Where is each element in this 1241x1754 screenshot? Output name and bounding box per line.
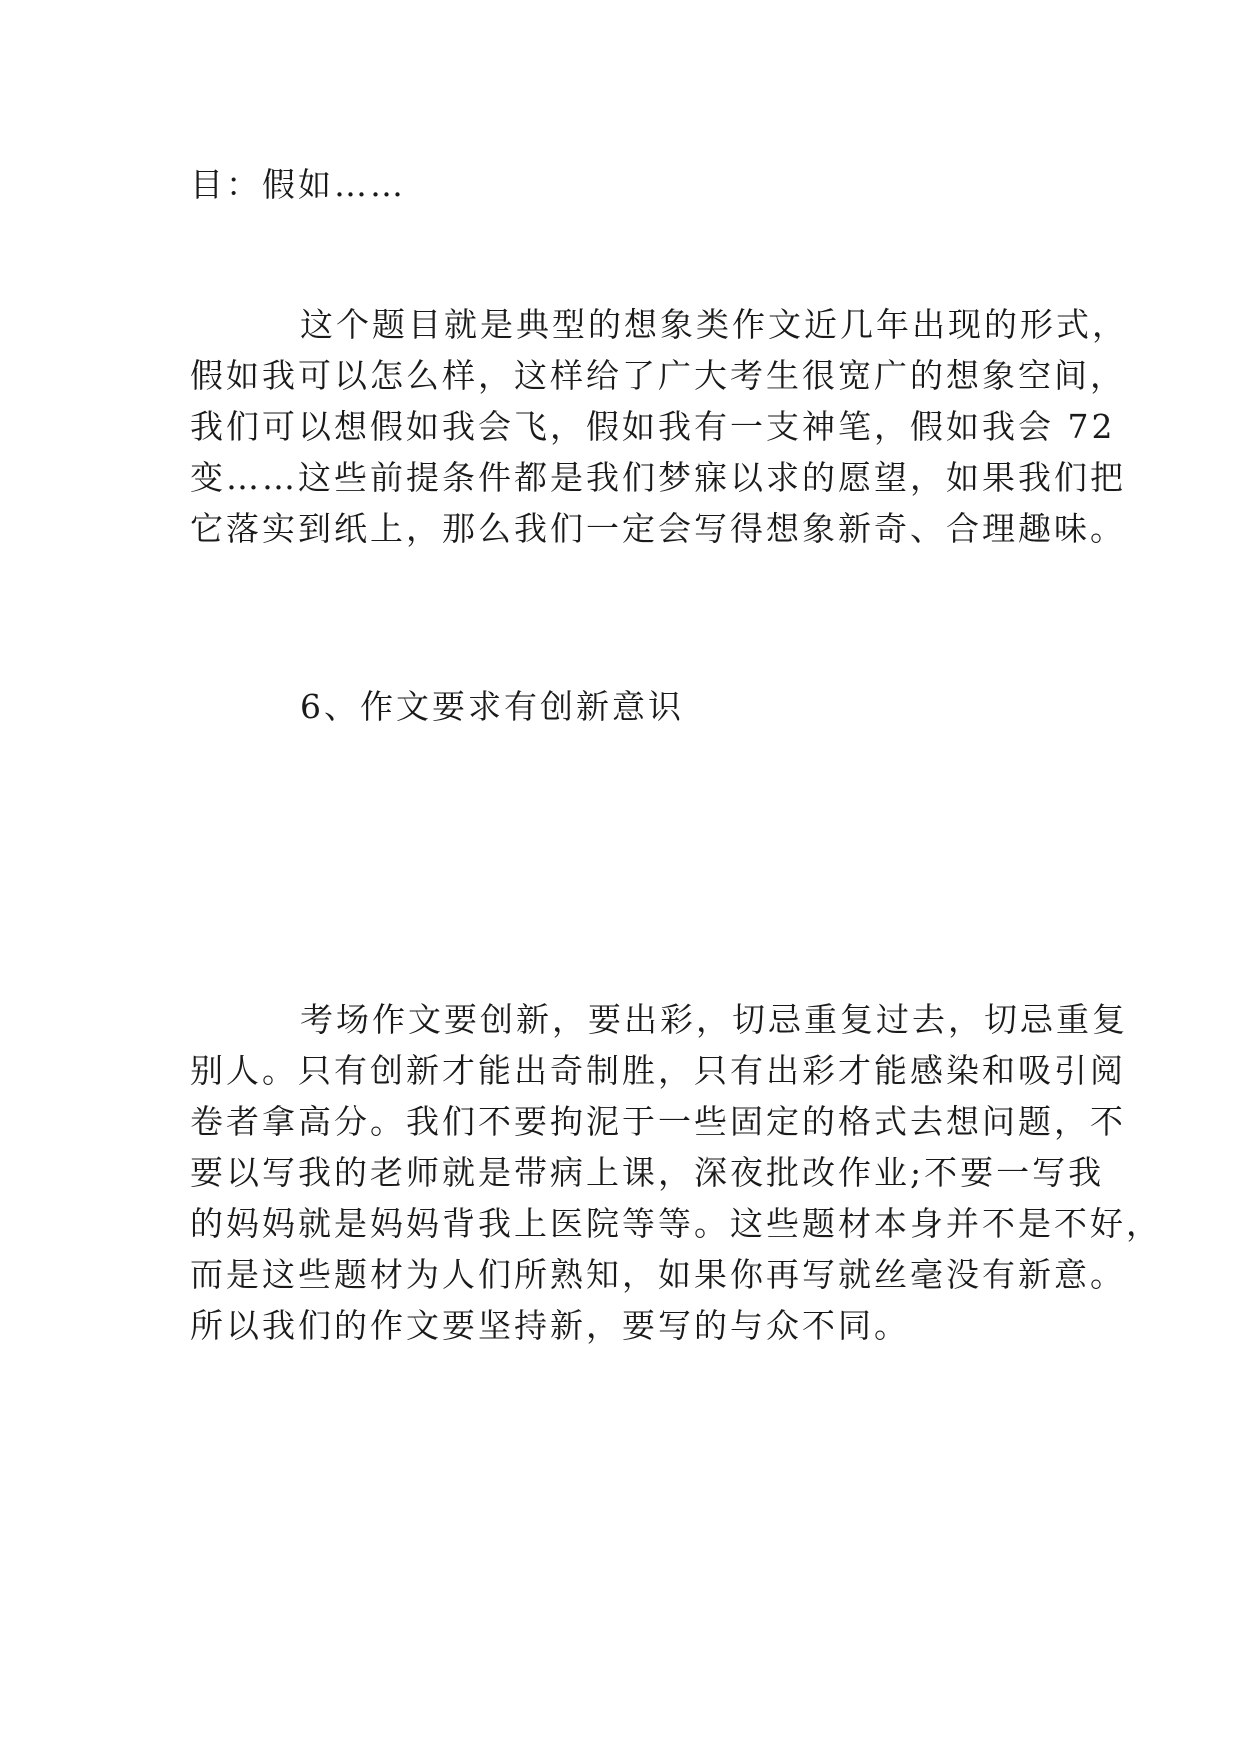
paragraph-line: 卷者拿高分。我们不要拘泥于一些固定的格式去想问题，不 <box>190 1102 1126 1141</box>
paragraph-line: 假如我可以怎么样，这样给了广大考生很宽广的想象空间， <box>190 356 1126 395</box>
paragraph-line: 它落实到纸上，那么我们一定会写得想象新奇、合理趣味。 <box>190 509 1126 548</box>
paragraph-line: 而是这些题材为人们所熟知，如果你再写就丝毫没有新意。 <box>190 1255 1126 1294</box>
paragraph-line: 要以写我的老师就是带病上课，深夜批改作业;不要一写我 <box>190 1153 1105 1192</box>
paragraph-line: 我们可以想假如我会飞，假如我有一支神笔，假如我会 72 <box>190 407 1116 446</box>
paragraph-line: 变……这些前提条件都是我们梦寐以求的愿望，如果我们把 <box>190 458 1126 497</box>
text-line: 目：假如…… <box>190 165 406 204</box>
paragraph-line: 别人。只有创新才能出奇制胜，只有出彩才能感染和吸引阅 <box>190 1051 1126 1090</box>
paragraph-line: 考场作文要创新，要出彩，切忌重复过去，切忌重复 <box>300 1000 1128 1039</box>
paragraph-line: 的妈妈就是妈妈背我上医院等等。这些题材本身并不是不好， <box>190 1204 1162 1243</box>
paragraph-line: 这个题目就是典型的想象类作文近几年出现的形式， <box>300 305 1128 344</box>
section-heading: 6、作文要求有创新意识 <box>300 687 684 726</box>
paragraph-line: 所以我们的作文要坚持新，要写的与众不同。 <box>190 1306 910 1345</box>
